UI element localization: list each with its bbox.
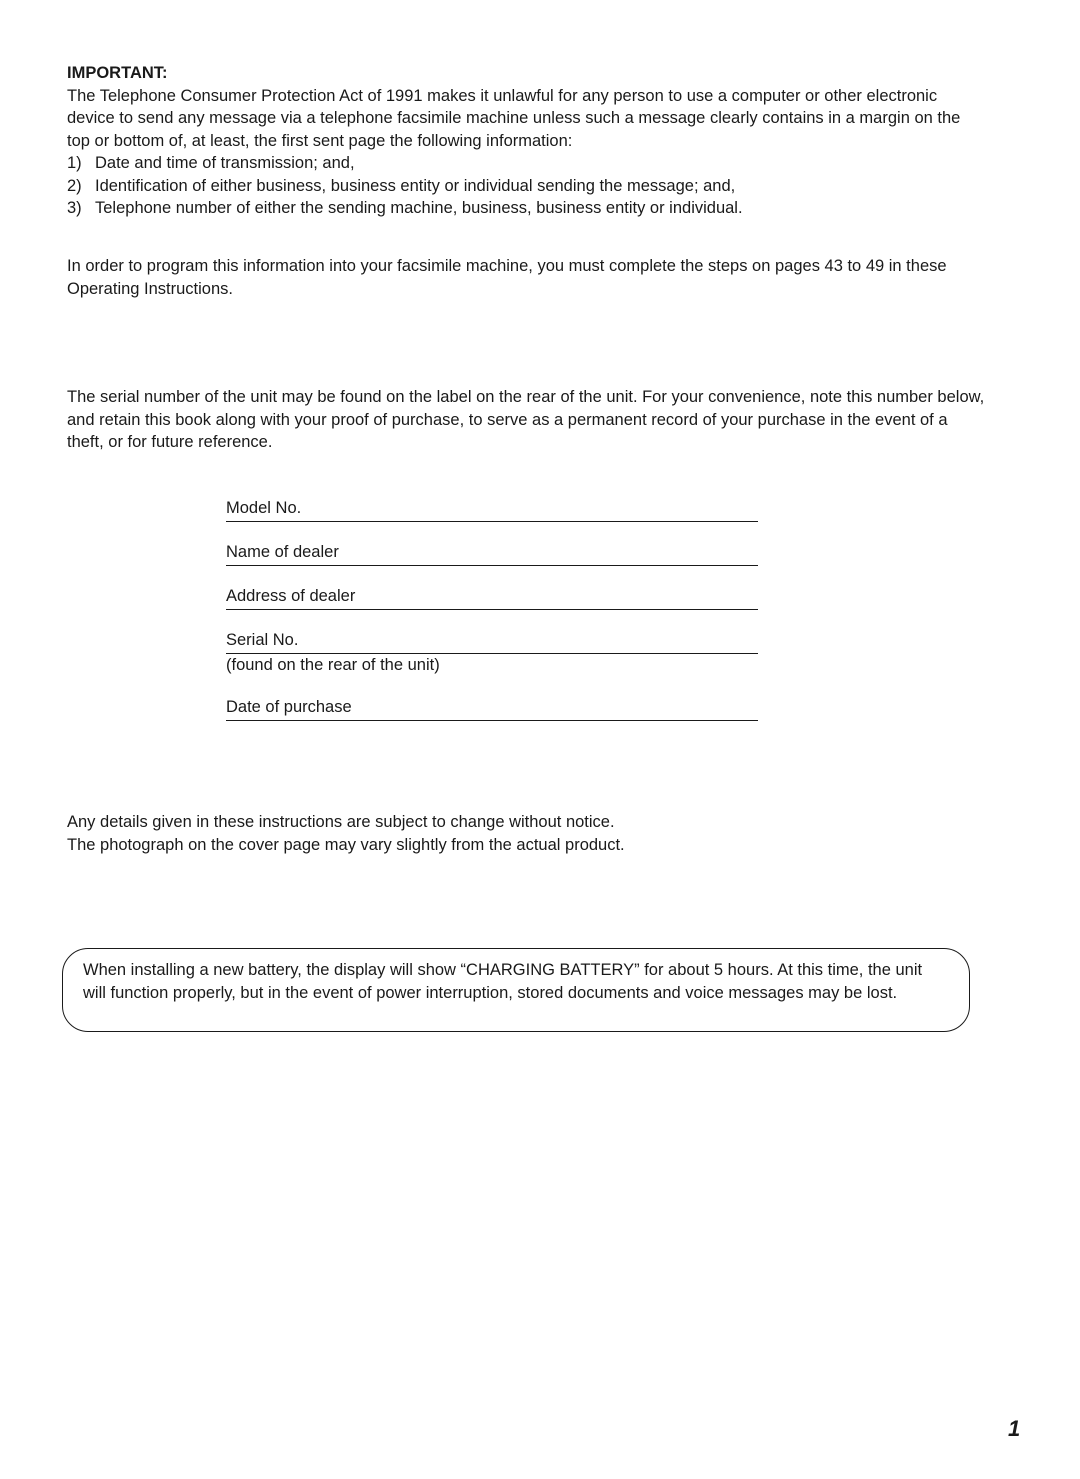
- disclaimer: [67, 811, 987, 856]
- dealer-address-label: Address of dealer: [226, 587, 356, 605]
- disclaimer-line-1: Any details given in these instructions are subject to change without notice.: [67, 813, 615, 831]
- battery-notice-box: [62, 948, 970, 1032]
- battery-notice-text: When installing a new battery, the display will show “CHARGING BATTERY” for about 5 hours. At this time, the unit will function properly, but in the event of power interruption, stored documents and voice messages may be lost.: [83, 961, 923, 1002]
- dealer-name-field[interactable]: [226, 541, 758, 566]
- list-item: 1) Date and time of transmission; and,: [67, 154, 355, 172]
- dealer-name-label: Name of dealer: [226, 543, 339, 561]
- tcpa-paragraph: The Telephone Consumer Protection Act of 1991 makes it unlawful for any person to use a computer or other electronic device to send any message via a telephone facsimile machine unless such a message clearly contains in a margin on the top or bottom of, at least, the first sent page the following information:: [67, 86, 961, 150]
- important-heading: IMPORTANT:: [67, 64, 168, 82]
- disclaimer-line-2: The photograph on the cover page may vary slightly from the actual product.: [67, 835, 625, 854]
- purchase-date-label: Date of purchase: [226, 698, 352, 716]
- page-number: 1: [1008, 1416, 1021, 1441]
- model-no-field[interactable]: [226, 497, 758, 522]
- list-item: 3) Telephone number of either the sending machine, business, business entity or individual.: [67, 199, 743, 217]
- model-no-label: Model No.: [226, 499, 302, 517]
- list-item: 2) Identification of either business, business entity or individual sending the message; and,: [67, 176, 736, 195]
- serial-no-label: Serial No.: [226, 631, 299, 649]
- serial-no-field[interactable]: [226, 629, 758, 676]
- required-info-list: [67, 152, 987, 220]
- purchase-date-field[interactable]: [226, 696, 758, 721]
- program-note: In order to program this information into your facsimile machine, you must complete the steps on pages 43 to 49 in these Operating Instructions.: [67, 257, 947, 298]
- serial-note: The serial number of the unit may be found on the label on the rear of the unit. For your convenience, note this number below, and retain this book along with your proof of purchase, to serve as a permanent record of your purchase in the event of a theft, or for future reference.: [67, 388, 985, 451]
- dealer-address-field[interactable]: [226, 585, 758, 610]
- serial-no-hint: (found on the rear of the unit): [226, 655, 440, 674]
- important-section: [67, 62, 987, 220]
